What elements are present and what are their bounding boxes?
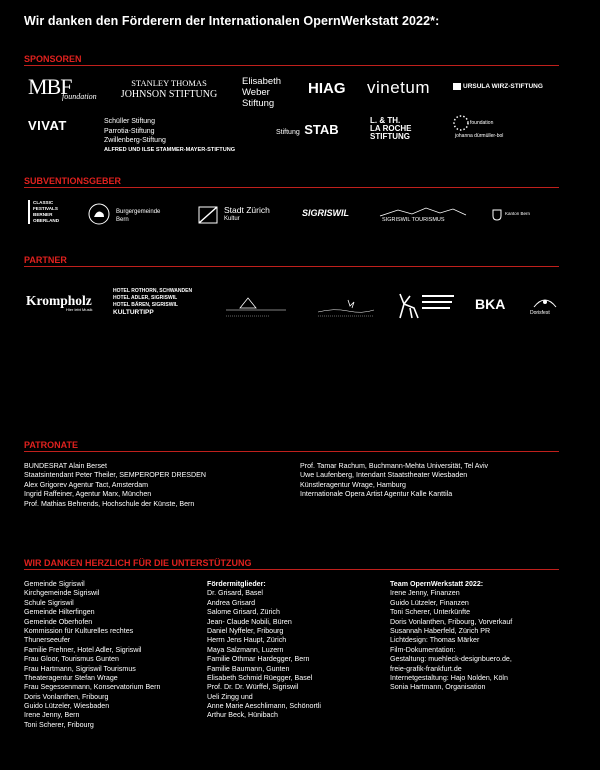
section-label: PATRONATE bbox=[24, 440, 78, 450]
list-item: Irene Jenny, Finanzen bbox=[390, 589, 460, 598]
list-item: Toni Scherer, Unterkünfte bbox=[390, 608, 471, 617]
logo-line: ALFRED UND ILSE STAMMER-MAYER-STIFTUNG bbox=[104, 146, 236, 153]
section-rule bbox=[24, 569, 559, 570]
logo-text: Stiftung bbox=[276, 129, 300, 136]
partner-script-logo bbox=[314, 298, 378, 320]
list-item: Schule Sigriswil bbox=[24, 598, 74, 607]
logo-line: Weber bbox=[242, 87, 270, 98]
logo-line: FESTIVALS bbox=[33, 206, 58, 211]
list-item: freie-grafik-frankfurt.de bbox=[390, 664, 462, 673]
list-item: Gemeinde Oberhofen bbox=[24, 617, 93, 626]
section-label: PARTNER bbox=[24, 255, 67, 265]
johanna-duermueller-foundation-logo bbox=[452, 114, 504, 144]
logo-line: Parrotia-Stiftung bbox=[104, 127, 155, 135]
danke-list-team bbox=[390, 580, 512, 693]
logo-line: BERNER bbox=[33, 212, 53, 217]
list-item: Gemeinde Hilterfingen bbox=[24, 608, 95, 617]
list-item: Kommission für Kulturelles rechtes bbox=[24, 626, 134, 635]
partner-mountain-logo bbox=[222, 292, 290, 322]
hiag-logo: HIAG bbox=[308, 80, 346, 97]
vinetum-logo: vinetum bbox=[367, 78, 431, 97]
sigriswil-tourismus-logo bbox=[378, 206, 468, 226]
logo-text: Dorisfest bbox=[530, 310, 550, 316]
ursula-mark-icon bbox=[453, 83, 461, 90]
list-item: Andrea Grisard bbox=[207, 598, 256, 607]
logo-line: Stadt Zürich bbox=[224, 205, 270, 215]
list-item: Gestaltung: muehleck-designbuero.de, bbox=[390, 655, 512, 664]
bear-crest-icon bbox=[88, 203, 110, 225]
logo-line: Stiftung bbox=[242, 98, 275, 109]
list-item: Familie Frehner, Hotel Adler, Sigriswil bbox=[24, 645, 142, 654]
script-emblem-icon bbox=[314, 298, 378, 320]
section-heading-patronate bbox=[24, 440, 559, 450]
mbf-sub-text: foundation bbox=[62, 92, 97, 101]
logo-line: LA ROCHE bbox=[370, 124, 412, 133]
patronate-left-list bbox=[24, 462, 206, 509]
logo-line: KULTURTIPP bbox=[113, 309, 154, 316]
patronate-right-list bbox=[300, 462, 488, 500]
list-item: Frau Hartmann, Sigriswil Tourismus bbox=[24, 664, 136, 673]
list-item: Familie Othmar Hardegger, Bern bbox=[207, 655, 310, 664]
list-item: Staatsintendant Peter Theiler, SEMPEROPER DRESDEN bbox=[24, 471, 207, 480]
section-heading-danke bbox=[24, 558, 559, 568]
ursula-wirz-stiftung-logo bbox=[453, 83, 543, 91]
logo-line: Zwillenberg-Stiftung bbox=[104, 137, 166, 144]
list-item: Thunerseeufer bbox=[24, 636, 71, 645]
section-label: WIR DANKEN HERZLICH FÜR DIE UNTERSTÜTZUNG bbox=[24, 558, 252, 568]
list-item: Frau Gloor, Tourismus Gunten bbox=[24, 655, 119, 664]
list-item: Maya Salzmann, Luzern bbox=[207, 645, 284, 654]
logo-line: JOHNSON STIFTUNG bbox=[120, 88, 218, 100]
list-item: Daniel Nyffeler, Fribourg bbox=[207, 626, 284, 635]
logo-line: HOTEL ADLER, SIGRISWIL bbox=[113, 295, 178, 301]
bka-logo: BKA bbox=[475, 296, 506, 312]
list-item: Sonia Hartmann, Organisation bbox=[390, 683, 486, 692]
list-item: Jean- Claude Nobili, Büren bbox=[207, 617, 292, 626]
list-item: Guido Lützeler, Finanzen bbox=[390, 598, 469, 607]
canton-crest-icon bbox=[492, 209, 502, 221]
mbf-main-text: MBF bbox=[28, 74, 72, 99]
logo-line: Elisabeth bbox=[242, 76, 282, 87]
logo-text: SIGRISWIL TOURISMUS bbox=[382, 217, 445, 223]
danke-list-foerdermitglieder bbox=[207, 580, 321, 721]
stanley-thomas-johnson-logo bbox=[113, 79, 225, 100]
elisabeth-weber-stiftung-logo bbox=[242, 76, 281, 109]
section-label: SPONSOREN bbox=[24, 54, 82, 64]
partner-ibex-logo bbox=[396, 290, 460, 320]
list-item: Prof. Tamar Rachum, Buchmann-Mehta Universität, Tel Aviv bbox=[300, 462, 489, 470]
logo-text: Kanton Bern bbox=[505, 211, 531, 216]
list-item: Elisabeth Schmid Rüegger, Basel bbox=[207, 673, 313, 682]
dotted-circle-icon bbox=[452, 114, 470, 132]
list-item: Herrn Jens Haupt, Zürich bbox=[207, 636, 287, 645]
logo-text: URSULA WIRZ-STIFTUNG bbox=[463, 83, 543, 91]
section-heading-subventionsgeber bbox=[24, 176, 559, 186]
list-item: Prof. Dr. Dr. Würffel, Sigriswil bbox=[207, 683, 299, 692]
logo-line: CLASSIC bbox=[33, 200, 54, 205]
la-roche-stiftung-logo bbox=[370, 117, 411, 141]
krompholz-logo bbox=[26, 293, 93, 312]
list-item: Frau Segessenmann, Konservatorium Bern bbox=[24, 683, 161, 692]
list-item: Toni Scherer, Fribourg bbox=[24, 720, 94, 729]
zurich-crest-icon bbox=[198, 206, 218, 224]
list-item: Salome Grisard, Zürich bbox=[207, 608, 280, 617]
sigriswil-logo: SIGRISWIL bbox=[302, 208, 349, 218]
schueller-stiftung-logo-group bbox=[104, 117, 235, 155]
logo-line: OBERLAND bbox=[33, 218, 60, 223]
logo-line: Schüller Stiftung bbox=[104, 118, 155, 125]
danke-list-institutions bbox=[24, 580, 160, 730]
list-item: Theateragentur Stefan Wrage bbox=[24, 673, 118, 682]
list-item: Dr. Grisard, Basel bbox=[207, 589, 263, 598]
list-item: Internationale Opera Artist Agentur Kalle Kanttila bbox=[300, 490, 453, 499]
list-item: Doris Vonlanthen, Fribourg, Vorverkauf bbox=[390, 617, 513, 626]
logo-line: Kultur bbox=[224, 216, 240, 222]
hotels-kulturtipp-logo-group bbox=[113, 288, 192, 316]
logo-line: STANLEY THOMAS bbox=[131, 78, 207, 88]
section-heading-partner bbox=[24, 255, 559, 265]
page-title: Wir danken den Förderern der Internationalen OpernWerkstatt 2022*: bbox=[24, 14, 440, 28]
logo-text: STAB bbox=[304, 122, 339, 137]
list-item: Guido Lützeler, Wiesbaden bbox=[24, 702, 110, 711]
mountain-emblem-icon bbox=[222, 292, 290, 320]
dorisfest-logo bbox=[528, 293, 562, 319]
logo-line: L. & TH. bbox=[370, 116, 401, 125]
section-rule bbox=[24, 451, 559, 452]
logo-subtext: Hier lebt Musik bbox=[66, 307, 93, 312]
list-item: Ueli Zingg und bbox=[207, 692, 253, 701]
logo-line: Bern bbox=[116, 217, 129, 223]
logo-line: HOTEL ROTHORN, SCHWANDEN bbox=[113, 288, 193, 294]
list-item: Künstleragentur Wrage, Hamburg bbox=[300, 480, 406, 489]
classic-festivals-berner-oberland-logo bbox=[28, 200, 59, 224]
list-item: Anne Marie Aeschlimann, Schönortli bbox=[207, 702, 321, 711]
section-label: SUBVENTIONSGEBER bbox=[24, 176, 122, 186]
list-item: Arthur Beck, Hünibach bbox=[207, 711, 278, 720]
logo-line: HOTEL BÄREN, SIGRISWIL bbox=[113, 302, 178, 308]
stiftung-stab-logo bbox=[276, 122, 339, 138]
section-rule bbox=[24, 266, 559, 267]
list-item: Internetgestaltung: Hajo Nolden, Köln bbox=[390, 673, 508, 682]
column-heading: Fördermitglieder: bbox=[207, 580, 266, 588]
list-item: Lichtdesign: Thomas Märker bbox=[390, 636, 480, 645]
logo-text-group bbox=[224, 206, 270, 224]
list-item: Ingrid Raffeiner, Agentur Marx, München bbox=[24, 490, 152, 499]
section-heading-sponsoren bbox=[24, 54, 559, 64]
list-item: Irene Jenny, Bern bbox=[24, 711, 80, 720]
section-rule bbox=[24, 65, 559, 66]
dorisfest-emblem-icon bbox=[528, 293, 562, 309]
list-item: Uwe Laufenberg, Intendant Staatstheater Wiesbaden bbox=[300, 471, 468, 480]
list-item: Film-Dokumentation: bbox=[390, 645, 456, 654]
list-item: Susannah Haberfeld, Zürich PR bbox=[390, 626, 491, 635]
logo-text: Krompholz bbox=[26, 293, 92, 308]
list-item: Gemeinde Sigriswil bbox=[24, 580, 85, 588]
logo-text-group bbox=[116, 208, 160, 224]
logo-line: STIFTUNG bbox=[370, 132, 410, 141]
ibex-emblem-icon bbox=[396, 290, 460, 320]
logo-line: foundation bbox=[470, 120, 494, 126]
list-item: Familie Baumann, Gunten bbox=[207, 664, 290, 673]
logo-line: Burgergemeinde bbox=[116, 209, 161, 215]
list-item: Kirchgemeinde Sigriswil bbox=[24, 589, 100, 598]
mbf-foundation-logo bbox=[28, 74, 97, 101]
list-item: Prof. Mathias Behrends, Hochschule der Künste, Bern bbox=[24, 499, 195, 508]
list-item: Alex Grigorev Agentur Tact, Amsterdam bbox=[24, 480, 149, 489]
list-item: Doris Vonlanthen, Fribourg bbox=[24, 692, 109, 701]
logo-line: johanna dürmüller-bol bbox=[455, 133, 504, 139]
list-item: BUNDESRAT Alain Berset bbox=[24, 462, 107, 470]
vivat-logo: VIVAT bbox=[28, 118, 67, 133]
section-rule bbox=[24, 187, 559, 188]
column-heading: Team OpernWerkstatt 2022: bbox=[390, 580, 484, 588]
